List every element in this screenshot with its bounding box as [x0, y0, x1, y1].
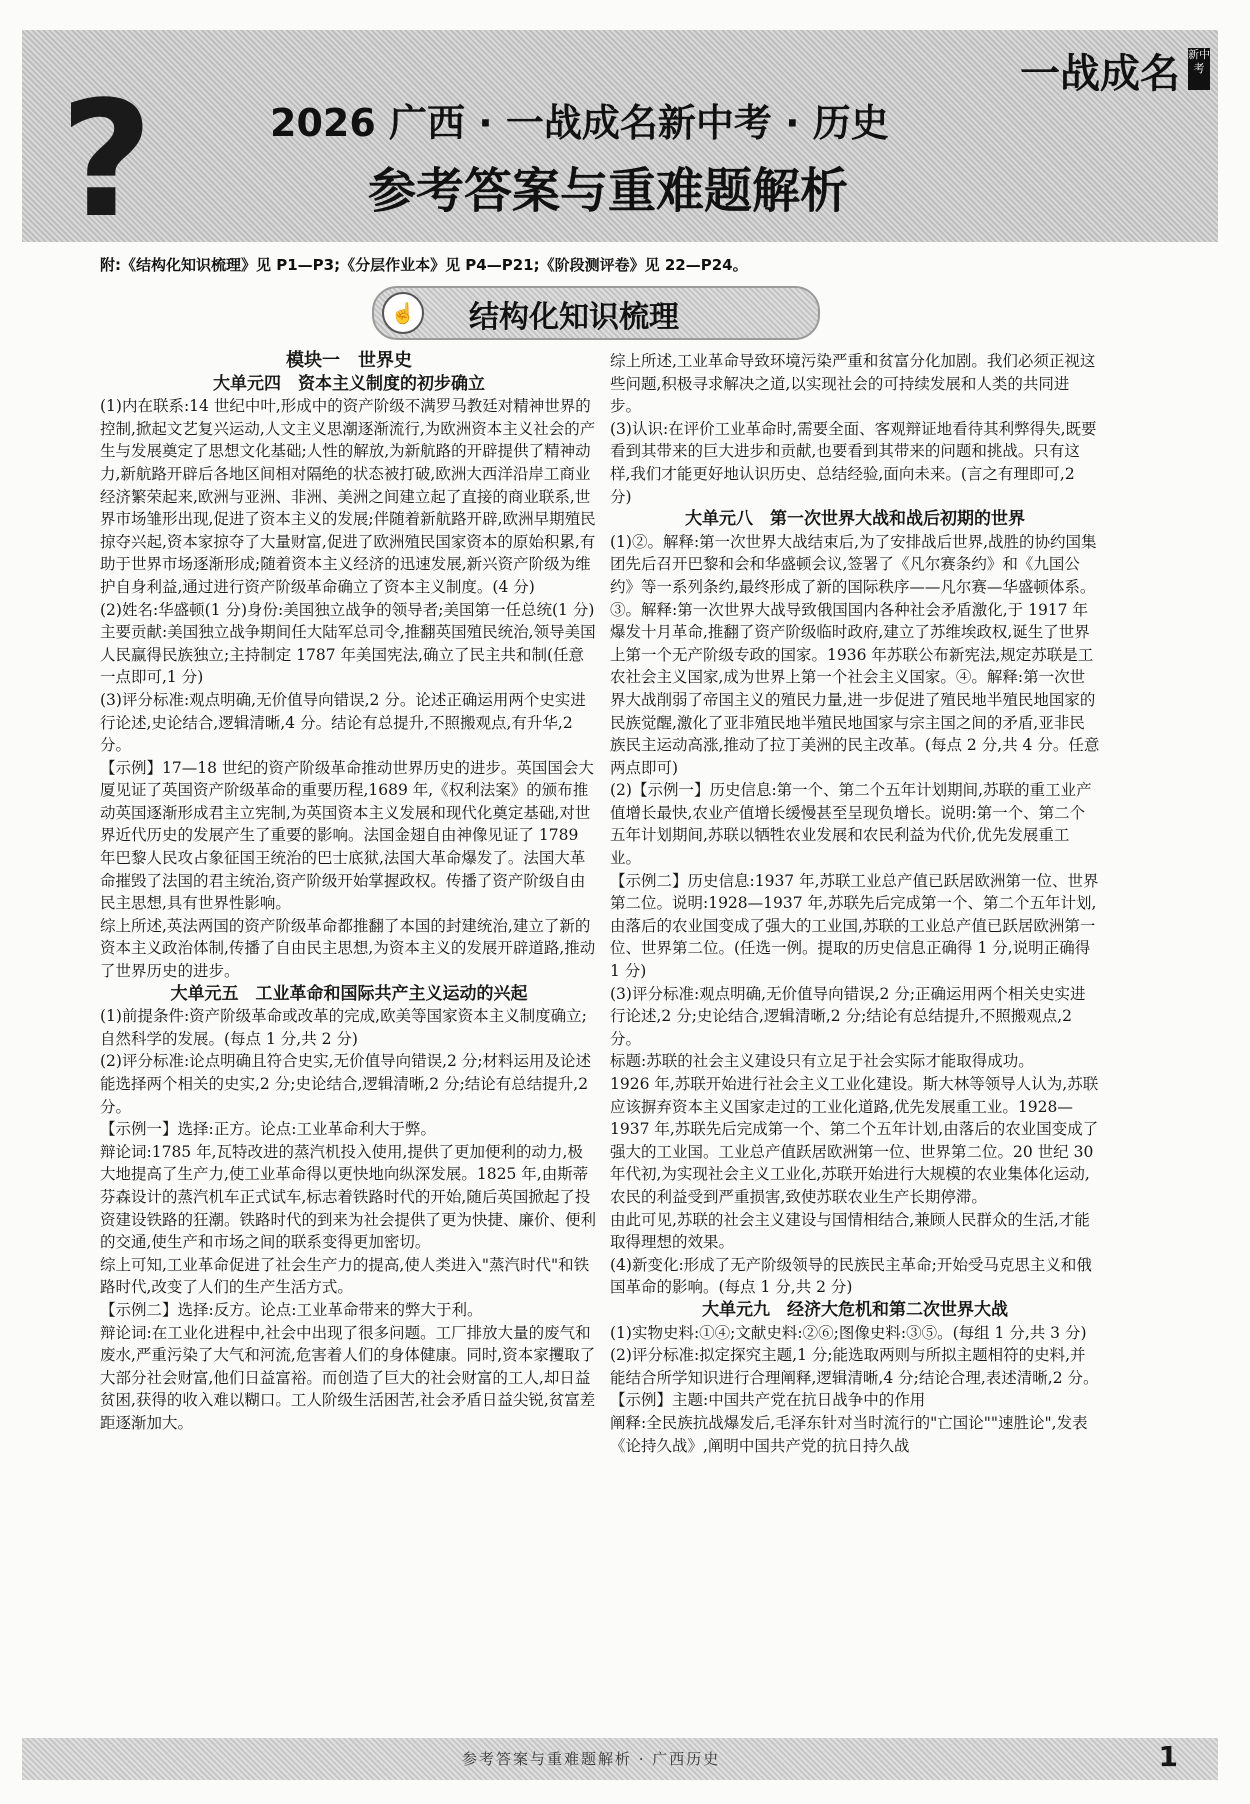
module-heading: 模块一 世界史	[286, 350, 412, 371]
brand-logo: 一战成名	[1020, 51, 1180, 97]
paragraph: 综上可知,工业革命促进了社会生产力的提高,使人类进入"蒸汽时代"和铁路时代,改变了人们的生产生活方式。	[100, 1255, 590, 1297]
paragraph: 辩论词:在工业化进程中,社会中出现了很多问题。工厂排放大量的废气和废水,严重污染了大气和河流,危害着人们的身体健康。同时,资本家攫取了大部分社会财富,他们日益富裕。而创造了巨大的社会财富的工人,却日益贫困,获得的收入难以糊口。工人阶级生活困苦,社会矛盾日益尖锐,贫富差距逐渐加大。	[100, 1323, 596, 1432]
paragraph: 阐释:全民族抗战爆发后,毛泽东针对当时流行的"亡国论""速胜论",发表《论持久战》,阐明中国共产党的抗日持久战	[610, 1413, 1088, 1455]
paragraph: 1926 年,苏联开始进行社会主义工业化建设。斯大林等领导人认为,苏联应该摒弃资本主义国家走过的工业化道路,优先发展重工业。1928—1937 年,苏联先后完成第一个、第二个五年计划,由落后的农业国变成了强大的工业国。工业总产值跃居欧洲第一位、世界第二位。20 世纪 30 年代初,为实现社会主义工业化,苏联开始进行大规模的农业集体化运动,农民的利益受到严重损害,致使苏联农业生产长期停滞。	[610, 1075, 1099, 1206]
paragraph: 综上所述,英法两国的资产阶级革命都推翻了本国的封建统治,建立了新的资本主义政治体制,传播了自由民主思想,为资本主义的发展开辟道路,推动了世界历史的进步。	[100, 916, 596, 981]
paragraph: (1)前提条件:资产阶级革命或改革的完成,欧美等国家资本主义制度确立;自然科学的发展。(每点 1 分,共 2 分)	[100, 1007, 587, 1048]
section-title: 结构化知识梳理	[469, 300, 679, 335]
page-subtitle: 参考答案与重难题解析	[368, 163, 849, 219]
unit-heading: 大单元五 工业革命和国际共产主义运动的兴起	[170, 983, 528, 1004]
left-column	[100, 350, 598, 1435]
paragraph: 【示例】17—18 世纪的资产阶级革命推动世界历史的进步。英国国会大厦见证了英国资产阶级革命的重要历程,1689 年,《权利法案》的颁布推动英国逐渐形成君主立宪制,为英国资本主义发展和现代化奠定基础,对世界近代历史的发展产生了重要的影响。法国金翅自由神像见证了 1789 年巴黎人民攻占象征国王统治的巴士底狱,法国大革命爆发了。法国大革命摧毁了法国的君主统治,资产阶级开始掌握政权。传播了资产阶级自由民主思想,具有世界性影响。	[100, 758, 594, 913]
page-number: 1	[1158, 1740, 1178, 1773]
paragraph: (2)【示例一】历史信息:第一个、第二个五年计划期间,苏联的重工业产值增长最快,农业产值增长缓慢甚至呈现负增长。说明:第一个、第二个五年计划期间,苏联以牺牲农业发展和农民利益为代价,优先发展重工业。	[610, 781, 1092, 868]
paragraph: (3)评分标准:观点明确,无价值导向错误,2 分;正确运用两个相关史实进行论述,2 分;史论结合,逻辑清晰,2 分;结论有总结提升,不照搬观点,2 分。	[610, 984, 1086, 1048]
paragraph: 【示例一】选择:正方。论点:工业革命利大于弊。	[100, 1120, 436, 1139]
paragraph: (2)评分标准:拟定探究主题,1 分;能选取两则与所拟主题相符的史料,并能结合所学知识进行合理阐释,逻辑清晰,4 分;结论合理,表述清晰,2 分。	[610, 1346, 1099, 1387]
page-title: 2026 广西 · 一战成名新中考 · 历史	[270, 101, 889, 145]
question-mark-icon: ?	[60, 66, 153, 253]
unit-heading: 大单元九 经济大危机和第二次世界大战	[702, 1299, 1008, 1320]
unit-heading: 大单元八 第一次世界大战和战后初期的世界	[685, 509, 1025, 530]
footer-band	[22, 1738, 1218, 1780]
right-column	[610, 350, 1100, 1457]
paragraph: 主要贡献:美国独立战争期间任大陆军总司令,推翻英国殖民统治,领导美国人民赢得民族独立;主持制定 1787 年美国宪法,确立了民主共和制(任意一点即可,1 分)	[100, 623, 596, 687]
paragraph: (1)②。解释:第一次世界大战结束后,为了安排战后世界,战胜的协约国集团先后召开巴黎和会和华盛顿会议,签署了《凡尔赛条约》和《九国公约》等一系列条约,最终形成了新的国际秩序——凡尔赛—华盛顿体系。③。解释:第一次世界大战导致俄国国内各种社会矛盾激化,于 1917 年爆发十月革命,推翻了资产阶级临时政府,建立了苏维埃政权,诞生了世界上第一个无产阶级专政的国家。1936 年苏联公布新宪法,规定苏联是工农社会主义国家,成为世界上第一个社会主义国家。④。解释:第一次世界大战削弱了帝国主义的殖民力量,进一步促进了殖民地半殖民地国家的民族觉醒,激化了亚非殖民地半殖民地国家与宗主国之间的矛盾,亚非民族民主运动高涨,推动了拉丁美洲的民主改革。(每点 2 分,共 4 分。任意两点即可)	[610, 532, 1100, 777]
paragraph: 【示例二】选择:反方。论点:工业革命带来的弊大于利。	[100, 1300, 483, 1319]
paragraph: 由此可见,苏联的社会主义建设与国情相结合,兼顾人民群众的生活,才能取得理想的效果。	[610, 1210, 1090, 1252]
unit-heading: 大单元四 资本主义制度的初步确立	[213, 373, 485, 394]
paragraph: 【示例】主题:中国共产党在抗日战争中的作用	[610, 1391, 926, 1410]
paragraph: (3)评分标准:观点明确,无价值导向错误,2 分。论述正确运用两个史实进行论述,史论结合,逻辑清晰,4 分。结论有总提升,不照搬观点,有升华,2 分。	[100, 690, 586, 755]
paragraph: 标题:苏联的社会主义建设只有立足于社会实际才能取得成功。	[610, 1052, 1034, 1071]
paragraph: (1)内在联系:14 世纪中叶,形成中的资产阶级不满罗马教廷对精神世界的控制,掀起文艺复兴运动,人文主义思潮逐渐流行,为欧洲资本主义社会的产生与发展奠定了思想文化基础;人性的解放,为新航路的开辟提供了精神动力,新航路开辟后各地区间相对隔绝的状态被打破,欧洲大西洋沿岸工商业经济繁荣起来,欧洲与亚洲、非洲、美洲之间建立起了直接的商业联系,世界市场雏形出现,促进了资本主义的发展;伴随着新航路开辟,欧洲早期殖民掠夺兴起,资本家掠夺了大量财富,促进了欧洲殖民国家资本的原始积累,有助于世界市场逐渐形成;随着资本主义经济的迅速发展,新兴资产阶级为维护自身利益,通过进行资产阶级革命确立了资本主义制度。(4 分)	[100, 397, 596, 596]
paragraph: (4)新变化:形成了无产阶级领导的民族民主革命;开始受马克思主义和俄国革命的影响。(每点 1 分,共 2 分)	[610, 1255, 1092, 1297]
paragraph: (1)实物史料:①④;文献史料:②⑥;图像史料:③⑤。(每组 1 分,共 3 分)	[610, 1323, 1087, 1342]
section-banner	[372, 286, 820, 340]
paragraph: 综上所述,工业革命导致环境污染严重和贫富分化加剧。我们必须正视这些问题,积极寻求解决之道,以实现社会的可持续发展和人类的共同进步。	[610, 352, 1096, 416]
paragraph: (2)姓名:华盛顿(1 分)身份:美国独立战争的领导者;美国第一任总统(1 分)	[100, 600, 595, 619]
footer-text: 参考答案与重难题解析 · 广西历史	[462, 1750, 721, 1768]
pointing-hand-icon: ☝	[382, 292, 424, 334]
brand-tag: 新中考	[1188, 48, 1210, 90]
appendix-note: 附:《结构化知识梳理》见 P1—P3;《分层作业本》见 P4—P21;《阶段测评卷》见 22—P24。	[100, 256, 748, 274]
paragraph: 辩论词:1785 年,瓦特改进的蒸汽机投入使用,提供了更加便利的动力,极大地提高了生产力,使工业革命得以更快地向纵深发展。1825 年,由斯蒂芬森设计的蒸汽机车正式试车,标志着铁路时代的开始,随后英国掀起了投资建设铁路的狂潮。铁路时代的到来为社会提供了更为快捷、廉价、便利的交通,使生产和市场之间的联系变得更加密切。	[100, 1142, 597, 1252]
paragraph: (3)认识:在评价工业革命时,需要全面、客观辩证地看待其利弊得失,既要看到其带来的巨大进步和贡献,也要看到其带来的问题和挑战。只有这样,我们才能更好地认识历史、总结经验,面向未来。(言之有理即可,2 分)	[610, 419, 1097, 506]
paragraph: (2)评分标准:论点明确且符合史实,无价值导向错误,2 分;材料运用及论述能选择两个相关的史实,2 分;史论结合,逻辑清晰,2 分;结论有总结提升,2 分。	[100, 1052, 592, 1116]
paragraph: 【示例二】历史信息:1937 年,苏联工业总产值已跃居欧洲第一位、世界第二位。说明:1928—1937 年,苏联先后完成第一个、第二个五年计划,由落后的农业国变成了强大的工业国,苏联的工业总产值已跃居欧洲第一位、世界第二位。(任选一例。提取的历史信息正确得 1 分,说明正确得 1 分)	[610, 871, 1099, 981]
